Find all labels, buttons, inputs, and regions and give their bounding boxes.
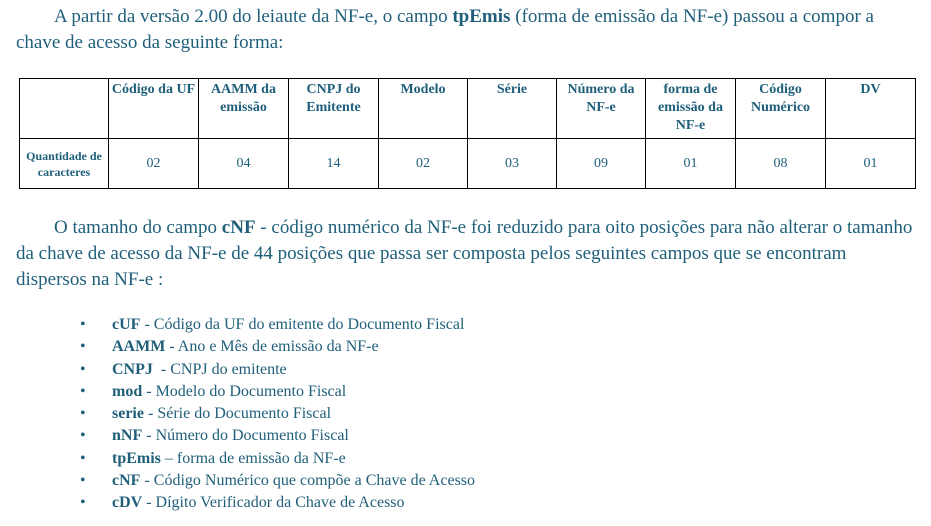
table-header-cell	[20, 79, 109, 139]
list-item	[80, 359, 475, 381]
field-term: mod	[112, 382, 143, 400]
table-header-cell: AAMM da emissão	[199, 79, 289, 139]
table-cell: 02	[109, 139, 199, 189]
bullet-icon: •	[80, 360, 86, 378]
bullet-icon: •	[80, 316, 86, 333]
table-cell: 04	[199, 139, 289, 189]
field-separator: -	[142, 382, 156, 400]
field-description: forma de emissão da NF-e	[176, 449, 346, 467]
cnf-paragraph	[16, 215, 921, 293]
table-header-cell: CNPJ do Emitente	[289, 79, 379, 139]
bullet-icon: •	[80, 427, 86, 445]
bullet-icon: •	[80, 472, 86, 490]
field-separator: -	[140, 316, 154, 333]
bullet-icon: •	[80, 382, 86, 400]
list-item	[80, 470, 475, 492]
field-term: cNF	[112, 472, 141, 490]
table-cell: 09	[557, 139, 646, 189]
intro-text-rest: (forma de emissão da NF-e) passou a compor a chave de acesso da seguinte forma:	[16, 6, 874, 53]
field-description: CNPJ do emitente	[170, 360, 287, 378]
field-separator: –	[160, 449, 177, 467]
field-term: AAMM	[112, 338, 166, 356]
field-separator: -	[143, 405, 158, 423]
table-cell: 03	[468, 139, 557, 189]
table-header-row	[20, 79, 916, 139]
list-item	[80, 403, 475, 425]
field-term: CNPJ	[112, 360, 153, 378]
field-term: cDV	[112, 494, 143, 512]
cnf-text-start: O tamanho do campo	[54, 217, 222, 238]
intro-text-start: A partir da versão 2.00 do leiaute da NF-e, o campo	[54, 6, 453, 27]
list-item	[80, 314, 475, 336]
list-item	[80, 336, 475, 358]
field-description: Código da UF do emitente do Documento Fiscal	[153, 316, 465, 333]
bullet-icon: •	[80, 449, 86, 467]
fields-list	[80, 314, 475, 515]
field-description: Série do Documento Fiscal	[157, 405, 332, 423]
table-cell: 08	[736, 139, 826, 189]
table-cell: 01	[646, 139, 736, 189]
field-term: serie	[112, 405, 144, 423]
field-description: Dígito Verificador da Chave de Acesso	[155, 494, 405, 512]
field-term: tpEmis	[112, 449, 161, 467]
list-item	[80, 448, 475, 470]
table-header-cell: forma de emissão da NF-e	[646, 79, 736, 139]
table-cell: 14	[289, 139, 379, 189]
cnf-text-rest: - código numérico da NF-e foi reduzido para oito posições para não alterar o tamanho da chave de acesso da NF-e de 44 posições que passa ser composta pelos seguintes campos que se encontram dispersos na NF-e :	[16, 217, 913, 290]
table-header-cell: Código da UF	[109, 79, 199, 139]
list-item	[80, 425, 475, 447]
field-description: Modelo do Documento Fiscal	[155, 382, 347, 400]
intro-paragraph	[16, 4, 921, 56]
field-separator: -	[165, 338, 178, 356]
field-separator: -	[152, 360, 171, 378]
intro-bold-term: tpEmis	[452, 6, 511, 27]
field-term: nNF	[112, 427, 143, 445]
cnf-bold-term: cNF	[221, 217, 256, 238]
field-separator: -	[140, 472, 154, 490]
field-description: Ano e Mês de emissão da NF-e	[177, 338, 379, 356]
field-description: Código Numérico que compõe a Chave de Acesso	[153, 472, 476, 490]
table-header-cell: Modelo	[379, 79, 468, 139]
table-header-cell: DV	[826, 79, 916, 139]
access-key-table	[19, 78, 916, 189]
row-label: Quantidade de caracteres	[20, 139, 109, 189]
field-term: cUF	[112, 316, 141, 333]
field-description: Número do Documento Fiscal	[155, 427, 349, 445]
table-row	[20, 139, 916, 189]
field-separator: -	[142, 494, 156, 512]
table-header-cell: Código Numérico	[736, 79, 826, 139]
list-item	[80, 492, 475, 514]
bullet-icon: •	[80, 405, 86, 423]
table-cell: 01	[826, 139, 916, 189]
table-header-cell: Número da NF-e	[557, 79, 646, 139]
field-separator: -	[142, 427, 156, 445]
table-cell: 02	[379, 139, 468, 189]
list-item	[80, 381, 475, 403]
bullet-icon: •	[80, 338, 86, 356]
table-header-cell: Série	[468, 79, 557, 139]
bullet-icon: •	[80, 494, 86, 512]
